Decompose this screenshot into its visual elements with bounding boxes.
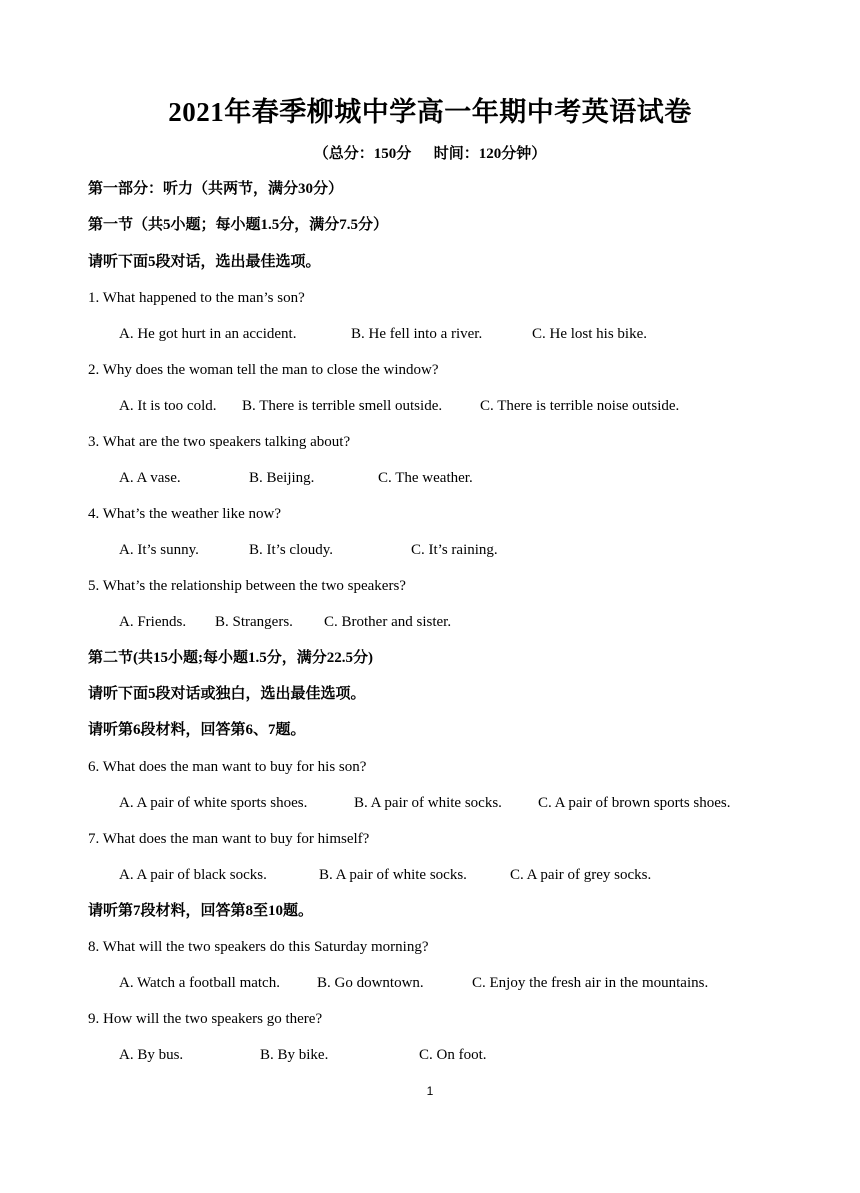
exam-subtitle: （总分：150分 时间：120分钟） <box>313 146 547 162</box>
option-c: C. It’s raining. <box>411 542 498 558</box>
option-c: C. On foot. <box>419 1047 487 1063</box>
option-b: B. A pair of white socks. <box>354 795 502 811</box>
option-a: A. He got hurt in an accident. <box>119 326 297 342</box>
material-6-instruction: 请听第6段材料，回答第6、7题。 <box>88 722 306 738</box>
part1-heading: 第一部分：听力（共两节，满分30分） <box>88 181 344 197</box>
section1-instruction: 请听下面5段对话，选出最佳选项。 <box>88 254 321 270</box>
option-a: A. It’s sunny. <box>119 542 199 558</box>
question-5: 5. What’s the relationship between the two speakers? <box>88 578 406 594</box>
section2-instruction: 请听下面5段对话或独白，选出最佳选项。 <box>88 686 366 702</box>
option-c: C. A pair of brown sports shoes. <box>538 795 731 811</box>
section2-heading: 第二节(共15小题;每小题1.5分，满分22.5分) <box>88 650 373 666</box>
option-b: B. Strangers. <box>215 614 293 630</box>
question-2: 2. Why does the woman tell the man to close the window? <box>88 362 439 378</box>
question-6: 6. What does the man want to buy for his son? <box>88 759 367 775</box>
section1-heading: 第一节（共5小题；每小题1.5分，满分7.5分） <box>88 217 389 233</box>
exam-title: 2021年春季柳城中学高一年期中考英语试卷 <box>168 97 692 127</box>
material-7-instruction: 请听第7段材料，回答第8至10题。 <box>88 903 314 919</box>
option-b: B. By bike. <box>260 1047 329 1063</box>
option-a: A. A pair of black socks. <box>119 867 267 883</box>
option-a: A. Friends. <box>119 614 187 630</box>
option-a: A. A pair of white sports shoes. <box>119 795 308 811</box>
question-3: 3. What are the two speakers talking about? <box>88 434 351 450</box>
option-c: C. He lost his bike. <box>532 326 647 342</box>
option-c: C. Enjoy the fresh air in the mountains. <box>472 975 709 991</box>
option-b: B. Go downtown. <box>317 975 424 991</box>
option-b: B. A pair of white socks. <box>319 867 467 883</box>
option-c: C. Brother and sister. <box>324 614 452 630</box>
question-4: 4. What’s the weather like now? <box>88 506 281 522</box>
option-a: A. By bus. <box>119 1047 184 1063</box>
question-9: 9. How will the two speakers go there? <box>88 1011 323 1027</box>
option-b: B. It’s cloudy. <box>249 542 334 558</box>
question-8: 8. What will the two speakers do this Saturday morning? <box>88 939 429 955</box>
option-a: A. It is too cold. <box>119 398 217 414</box>
question-1: 1. What happened to the man’s son? <box>88 290 305 306</box>
question-7: 7. What does the man want to buy for himself? <box>88 831 370 847</box>
option-b: B. He fell into a river. <box>351 326 483 342</box>
page-number: 1 <box>426 1084 434 1098</box>
option-c: C. There is terrible noise outside. <box>480 398 680 414</box>
option-b: B. Beijing. <box>249 470 315 486</box>
option-c: C. The weather. <box>378 470 473 486</box>
option-c: C. A pair of grey socks. <box>510 867 652 883</box>
option-a: A. A vase. <box>119 470 181 486</box>
option-a: A. Watch a football match. <box>119 975 280 991</box>
option-b: B. There is terrible smell outside. <box>242 398 443 414</box>
